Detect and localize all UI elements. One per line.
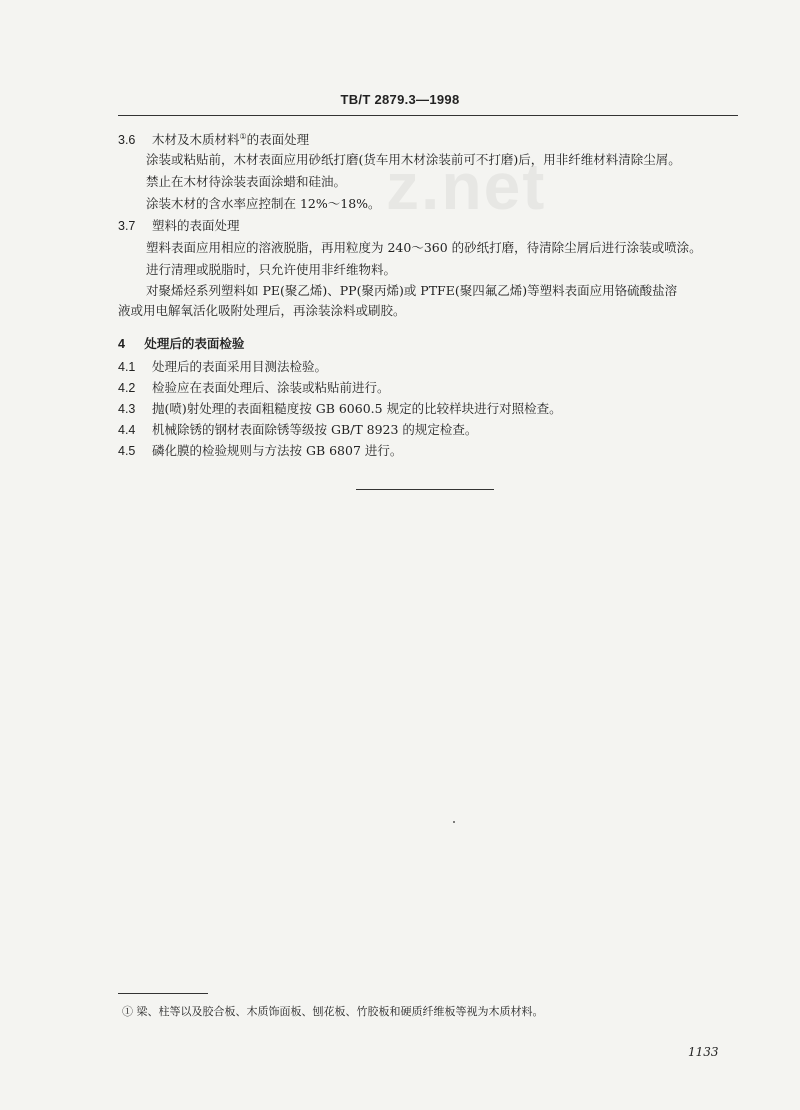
item-text: 机械除锈的钢材表面除锈等级按 GB/T 8923 的规定检查。 — [151, 422, 478, 437]
section-number: 4 — [118, 337, 125, 351]
page-number: 1133 — [688, 1045, 719, 1059]
section-3-7-heading — [118, 218, 240, 234]
section-title: 木材及木质材料 — [151, 132, 240, 148]
item-text: 抛(喷)射处理的表面粗糙度按 GB 6060.5 规定的比较样块进行对照检查。 — [151, 401, 562, 416]
footnote-text: 梁、柱等以及胶合板、木质饰面板、刨花板、竹胶板和硬质纤维板等视为木质材料。 — [136, 1005, 544, 1018]
list-item — [118, 443, 402, 459]
section-number: 3.6 — [118, 133, 136, 148]
footnote — [122, 1003, 544, 1019]
item-number: 4.3 — [118, 402, 136, 416]
end-of-text-rule — [356, 489, 494, 490]
paragraph: 塑料表面应用相应的溶液脱脂，再用粒度为 240～360 的砂纸打磨，待清除尘屑后进行涂装或喷涂。 — [146, 240, 702, 255]
list-item — [118, 359, 327, 375]
paragraph: 进行清理或脱脂时，只允许使用非纤维物料。 — [146, 262, 397, 277]
footnote-rule — [118, 993, 208, 994]
item-number: 4.1 — [118, 360, 136, 374]
item-number: 4.4 — [118, 423, 136, 437]
section-number: 3.7 — [118, 219, 136, 233]
watermark: z.net — [386, 149, 547, 223]
page-header-standard-code: TB/T 2879.3—1998 — [340, 92, 460, 107]
paragraph: 禁止在木材待涂装表面涂蜡和硅油。 — [146, 174, 347, 189]
footnote-marker: ① — [122, 1005, 133, 1018]
list-item — [118, 401, 562, 417]
section-title: 处理后的表面检验 — [144, 336, 245, 351]
item-text: 处理后的表面采用目测法检验。 — [151, 359, 327, 374]
item-number: 4.2 — [118, 381, 136, 395]
item-text: 检验应在表面处理后、涂装或粘贴前进行。 — [151, 380, 390, 395]
header-rule — [118, 115, 738, 116]
item-text: 磷化膜的检验规则与方法按 GB 6807 进行。 — [151, 443, 403, 458]
section-title-suffix: 的表面处理 — [246, 132, 310, 148]
scan-speck — [453, 821, 455, 823]
footnote-reference: ① — [239, 132, 247, 141]
section-3-6-heading — [118, 129, 309, 148]
section-4-heading — [118, 336, 244, 352]
list-item — [118, 422, 477, 438]
paragraph: 涂装木材的含水率应控制在 12%～18%。 — [146, 196, 381, 211]
paragraph: 对聚烯烃系列塑料如 PE(聚乙烯)、PP(聚丙烯)或 PTFE(聚四氟乙烯)等塑料表面应用铬硫酸盐溶 — [146, 283, 678, 298]
paragraph: 涂装或粘贴前，木材表面应用砂纸打磨(货车用木材涂装前可不打磨)后，用非纤维材料清除尘屑。 — [146, 152, 681, 167]
paragraph-continued: 液或用电解氧活化吸附处理后，再涂装涂料或刷胶。 — [118, 303, 406, 318]
list-item — [118, 380, 390, 396]
section-title: 塑料的表面处理 — [151, 218, 240, 233]
item-number: 4.5 — [118, 444, 136, 458]
